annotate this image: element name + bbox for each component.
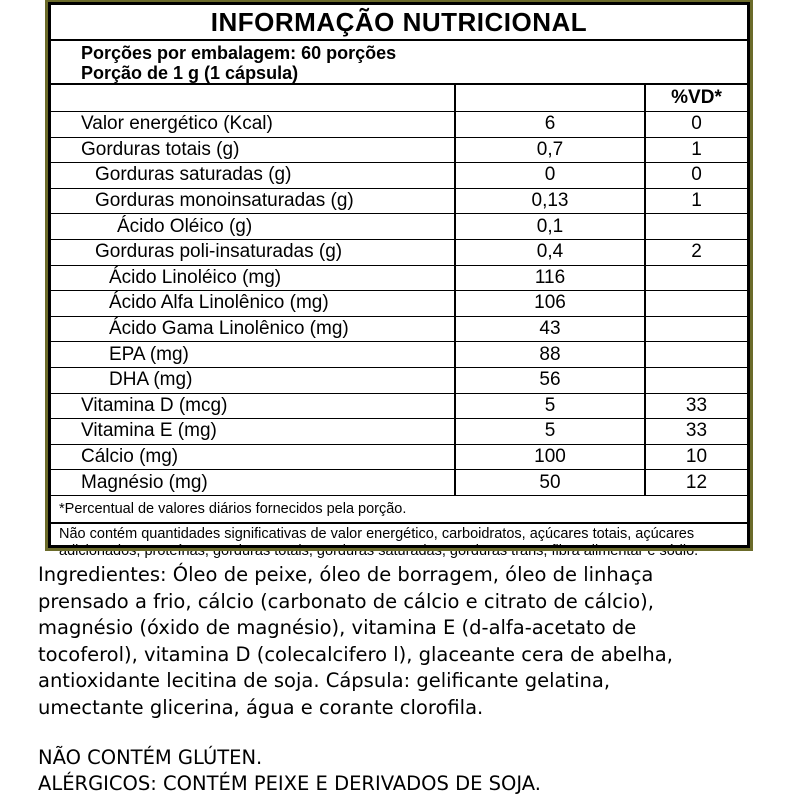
nutrient-name: Magnésio (mg)	[51, 470, 455, 496]
nutrient-vd	[645, 214, 747, 240]
nutrient-vd: 12	[645, 470, 747, 496]
nutrient-amount: 88	[455, 342, 645, 368]
nutrient-name: Vitamina E (mg)	[51, 419, 455, 445]
insignificant-amounts-notice: Não contém quantidades significativas de valor energético, carboidratos, açúcares totais, açúcares adicionados, proteínas, gorduras totais, gorduras saturadas, gorduras trans, fibra alimentar e sódio.	[59, 525, 699, 559]
table-row	[51, 214, 747, 240]
nutrient-name: DHA (mg)	[51, 367, 455, 393]
nutrient-vd: 2	[645, 239, 747, 265]
nutrient-name: Ácido Gama Linolênico (mg)	[51, 316, 455, 342]
table-row	[51, 342, 747, 368]
table-row	[51, 419, 747, 445]
nutrition-facts-panel	[48, 2, 750, 559]
portions-per-package: Porções por embalagem: 60 porções	[81, 43, 397, 63]
nutrient-amount: 106	[455, 291, 645, 317]
header-vd: %VD*	[645, 85, 747, 112]
nutrient-name: Ácido Oléico (g)	[51, 214, 455, 240]
table-row	[51, 291, 747, 317]
allergy-notice: ALÉRGICOS: CONTÉM PEIXE E DERIVADOS DE SOJA.	[38, 772, 541, 795]
table-row	[51, 367, 747, 393]
nutrient-name: Gorduras totais (g)	[51, 137, 455, 163]
table-row	[51, 265, 747, 291]
nutrient-amount: 50	[455, 470, 645, 496]
portion-info	[51, 41, 747, 85]
nutrient-vd: 1	[645, 188, 747, 214]
table-row	[51, 316, 747, 342]
nutrient-vd: 10	[645, 444, 747, 470]
nutrient-name: EPA (mg)	[51, 342, 455, 368]
nutrient-name: Cálcio (mg)	[51, 444, 455, 470]
nutrient-amount: 5	[455, 393, 645, 419]
nutrient-amount: 0,4	[455, 239, 645, 265]
nutrient-amount: 56	[455, 367, 645, 393]
nutrient-vd: 33	[645, 419, 747, 445]
gluten-notice: NÃO CONTÉM GLÚTEN.	[38, 746, 263, 769]
nutrient-name: Gorduras monoinsaturadas (g)	[51, 188, 455, 214]
ingredients-text: Ingredientes: Óleo de peixe, óleo de borragem, óleo de linhaça prensado a frio, cálcio (carbonato de cálcio e citrato de cálcio), magnésio (óxido de magnésio), vitamina E (d-alfa-acetato de tocoferol), vitamina D (colecalcifero l), glaceante cera de abelha, antioxidante lecitina de soja. Cápsula: gelificante gelatina, umectante glicerina, água e corante clorofila.	[38, 563, 673, 719]
nutrient-amount: 100	[455, 444, 645, 470]
nutrient-amount: 43	[455, 316, 645, 342]
nutrient-name: Gorduras saturadas (g)	[51, 163, 455, 189]
nutrient-vd	[645, 265, 747, 291]
nutrient-name: Ácido Alfa Linolênico (mg)	[51, 291, 455, 317]
header-amount	[455, 85, 645, 112]
header-nutrient	[51, 85, 455, 112]
panel-title: INFORMAÇÃO NUTRICIONAL	[51, 5, 747, 41]
nutrient-vd: 0	[645, 163, 747, 189]
nutrient-vd	[645, 291, 747, 317]
nutrient-amount: 6	[455, 112, 645, 138]
nutrient-name: Gorduras poli-insaturadas (g)	[51, 239, 455, 265]
nutrient-amount: 0,7	[455, 137, 645, 163]
table-header-row	[51, 85, 747, 112]
nutrient-amount: 5	[455, 419, 645, 445]
nutrient-vd: 1	[645, 137, 747, 163]
nutrient-amount: 116	[455, 265, 645, 291]
table-row	[51, 470, 747, 496]
nutrient-vd: 33	[645, 393, 747, 419]
nutrient-name: Ácido Linoléico (mg)	[51, 265, 455, 291]
table-row	[51, 112, 747, 138]
table-row	[51, 239, 747, 265]
table-row	[51, 393, 747, 419]
nutrient-name: Vitamina D (mcg)	[51, 393, 455, 419]
nutrient-name: Valor energético (Kcal)	[51, 112, 455, 138]
nutrient-vd	[645, 342, 747, 368]
nutrient-vd	[645, 316, 747, 342]
vd-footnote: *Percentual de valores diários fornecidos pela porção.	[51, 496, 747, 524]
nutrient-amount: 0,1	[455, 214, 645, 240]
table-row	[51, 444, 747, 470]
table-row	[51, 188, 747, 214]
nutrient-amount: 0	[455, 163, 645, 189]
table-row	[51, 163, 747, 189]
portion-size: Porção de 1 g (1 cápsula)	[81, 63, 299, 83]
nutrient-vd	[645, 367, 747, 393]
nutrient-amount: 0,13	[455, 188, 645, 214]
nutrition-table	[51, 85, 747, 496]
nutrient-vd: 0	[645, 112, 747, 138]
table-row	[51, 137, 747, 163]
